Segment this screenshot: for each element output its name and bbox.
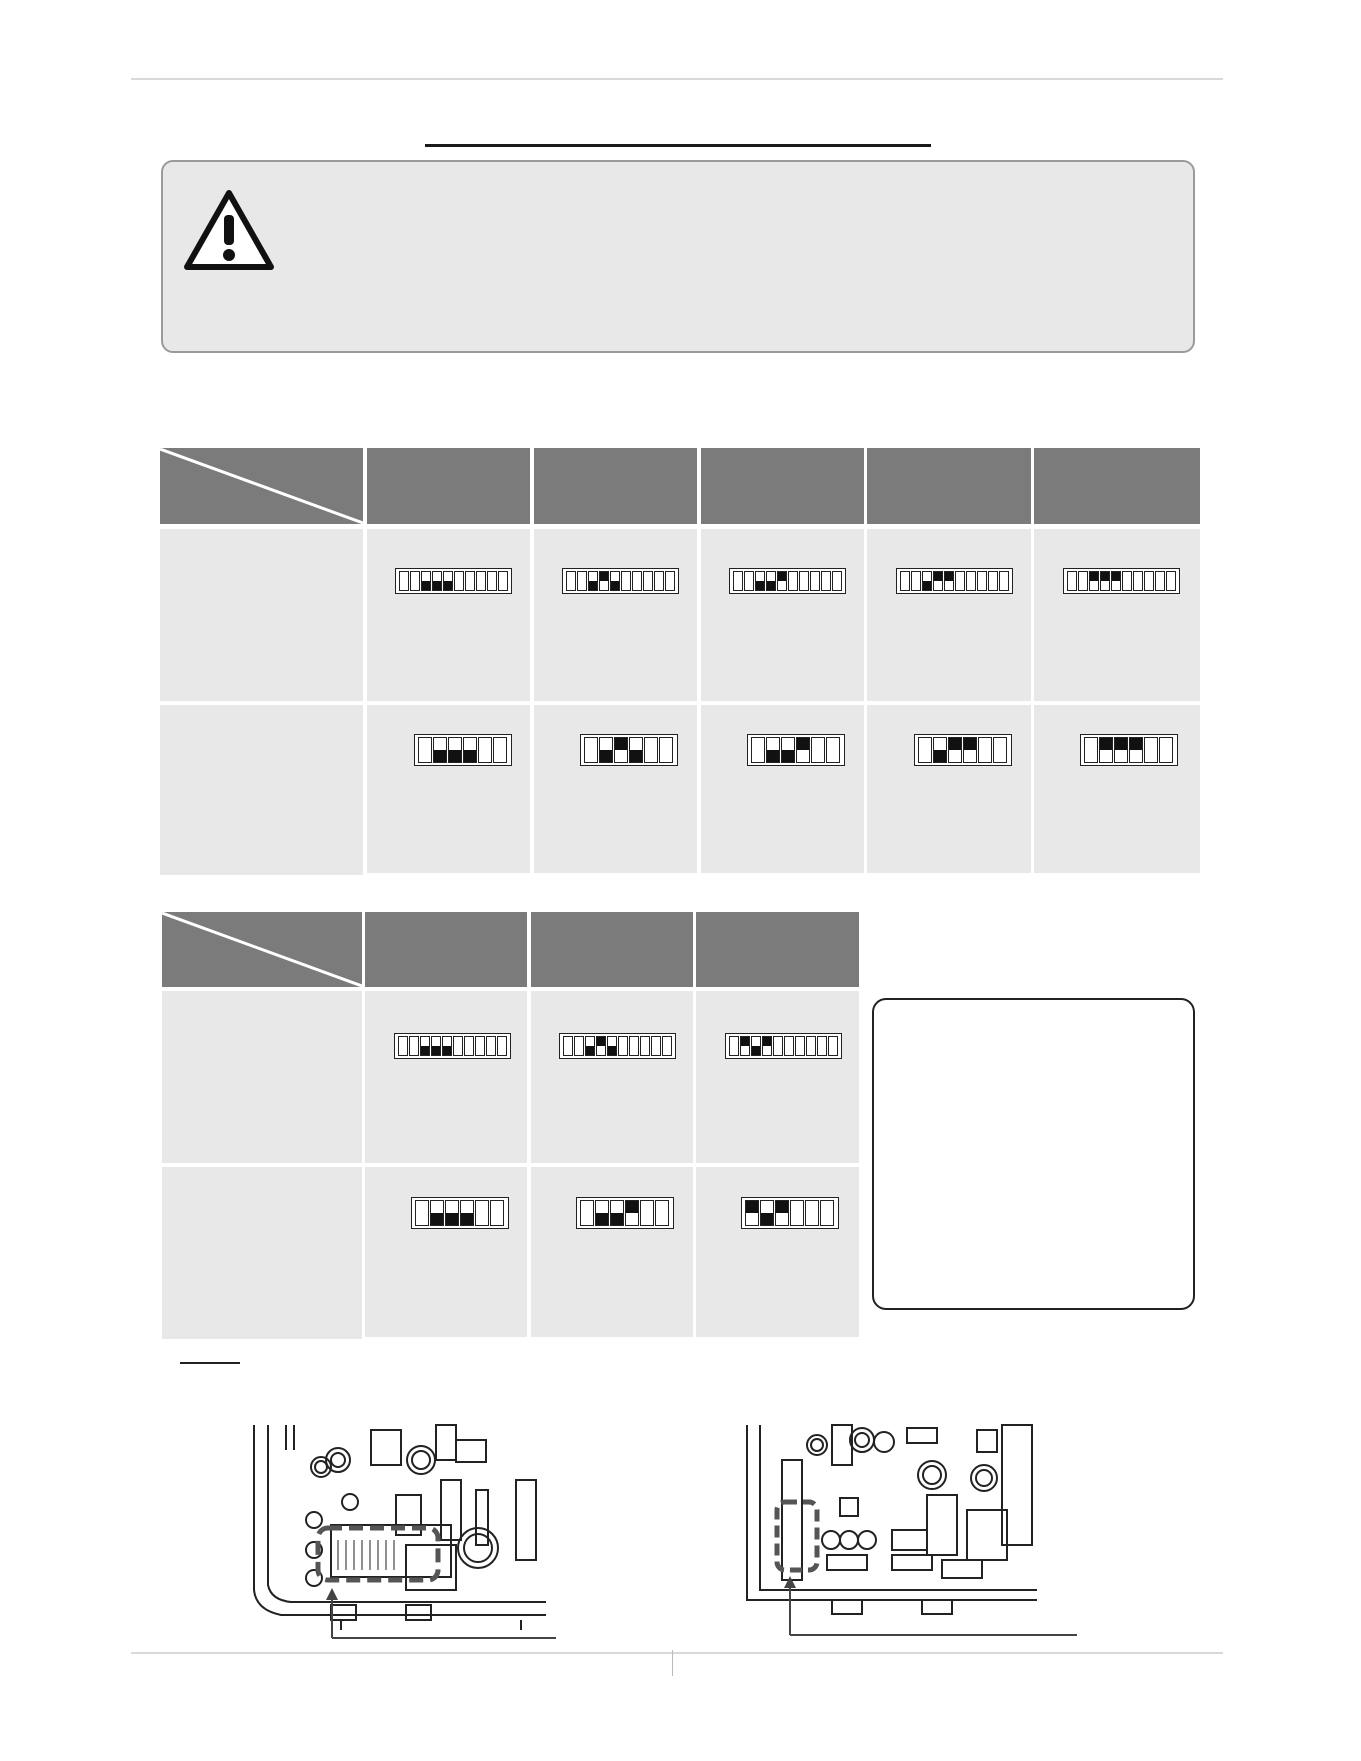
dip-switch-block [580,734,678,766]
table2-cell [696,1167,859,1337]
dip-switch [751,737,765,763]
dip-switch [1144,571,1154,591]
dip-switch [760,1200,774,1226]
note-underline [180,1362,240,1364]
table1-cell [367,529,530,701]
dip-switch [618,1036,628,1056]
dip-switch [644,737,658,763]
dip-switch [398,1036,408,1056]
dip-switch [486,1036,496,1056]
dip-switch [966,571,976,591]
dip-switch-block [414,734,512,766]
dip-switch [574,1036,584,1056]
dip-switch [796,737,810,763]
dip-switch [599,737,613,763]
table2-corner-header [162,912,362,987]
caution-box [161,160,1195,353]
dip-switch-block [747,734,845,766]
dip-switch [497,1036,507,1056]
table2-cell [365,991,527,1163]
dip-switch [922,571,932,591]
dip-switch [799,571,809,591]
dip-switch [478,737,492,763]
dip-switch [445,1200,459,1226]
dip-switch [828,1036,838,1056]
table2-row-label [162,1167,362,1339]
dip-switch [832,571,842,591]
title-underline [425,144,931,147]
dip-switch-block [562,568,679,594]
dip-switch-block [741,1197,839,1229]
dip-switch [453,1036,463,1056]
note-box [872,998,1195,1310]
pcb-board-diagram-right [742,1420,1082,1650]
dip-switch [430,1200,444,1226]
dip-switch [610,1200,624,1226]
table1-col-header [1034,448,1200,524]
dip-switch-block [576,1197,674,1229]
dip-switch [599,571,609,591]
dip-switch [766,737,780,763]
dip-switch [595,1200,609,1226]
dip-switch [1084,737,1098,763]
dip-switch-block [1063,568,1180,594]
dip-switch-block [896,568,1013,594]
dip-switch-block [559,1033,676,1059]
dip-switch [431,1036,441,1056]
dip-switch [740,1036,750,1056]
dip-switch [751,1036,761,1056]
dip-switch [640,1036,650,1056]
dip-switch [963,737,977,763]
dip-switch [978,737,992,763]
table2-col-header [531,912,693,987]
dip-switch [1144,737,1158,763]
dip-switch [1099,737,1113,763]
dip-switch [498,571,508,591]
table1-cell [1034,705,1200,873]
dip-switch [625,1200,639,1226]
table1-cell [701,529,864,701]
dip-switch [464,1036,474,1056]
dip-switch [662,1036,672,1056]
dip-switch [911,571,921,591]
dip-switch [596,1036,606,1056]
dip-switch-block [729,568,846,594]
dip-switch [448,737,462,763]
dip-switch [933,737,947,763]
dip-switch [1155,571,1165,591]
dip-switch [811,737,825,763]
table1-col-header [534,448,697,524]
dip-switch [443,571,453,591]
dip-switch [795,1036,805,1056]
dip-switch-block [411,1197,509,1229]
dip-switch [475,1200,489,1226]
dip-switch [1166,571,1176,591]
dip-switch-block [725,1033,842,1059]
dip-switch-block [914,734,1012,766]
table2-cell [531,1167,693,1337]
dip-switch [755,571,765,591]
dip-switch [1111,571,1121,591]
dip-switch [399,571,409,591]
dip-switch [651,1036,661,1056]
table1-col-header [701,448,864,524]
dip-switch [433,737,447,763]
dip-switch [900,571,910,591]
dip-switch [977,571,987,591]
table1-cell [701,705,864,873]
dip-switch [784,1036,794,1056]
dip-switch [1114,737,1128,763]
dip-switch [777,571,787,591]
dip-switch [476,571,486,591]
dip-switch [410,571,420,591]
dip-switch [460,1200,474,1226]
dip-switch [584,737,598,763]
table2-cell [696,991,859,1163]
dip-switch [1159,737,1173,763]
dip-switch [806,1036,816,1056]
dip-switch [588,571,598,591]
dip-switch [805,1200,819,1226]
header-rule [131,78,1223,80]
dip-switch [632,571,642,591]
dip-switch-block [394,1033,511,1059]
dip-switch [420,1036,430,1056]
dip-switch [810,571,820,591]
table1-cell [1034,529,1200,701]
table1-row-label [160,705,363,875]
dip-switch [1122,571,1132,591]
dip-switch [817,1036,827,1056]
dip-switch [421,571,431,591]
dip-switch [790,1200,804,1226]
dip-switch [933,571,943,591]
dip-switch [993,737,1007,763]
table2-col-header [696,912,859,987]
dip-switch [621,571,631,591]
table1-col-header [367,448,530,524]
dip-switch [442,1036,452,1056]
dip-switch [733,571,743,591]
dip-switch [493,737,507,763]
dip-switch [580,1200,594,1226]
dip-switch [490,1200,504,1226]
dip-switch [988,571,998,591]
warning-triangle-icon [181,187,277,273]
dip-switch [415,1200,429,1226]
dip-switch [629,737,643,763]
dip-switch [465,571,475,591]
dip-switch-block [395,568,512,594]
table2-cell [365,1167,527,1337]
table1-corner-header [160,448,363,524]
footer-divider [672,1650,673,1676]
dip-switch [610,571,620,591]
dip-switch [659,737,673,763]
dip-switch [788,571,798,591]
dip-switch [762,1036,772,1056]
dip-switch [948,737,962,763]
dip-switch [999,571,1009,591]
table1-cell [534,705,697,873]
dip-switch [454,571,464,591]
table1-cell [534,529,697,701]
dip-switch [1100,571,1110,591]
dip-switch [563,1036,573,1056]
dip-switch [944,571,954,591]
dip-switch [821,571,831,591]
dip-switch [418,737,432,763]
dip-switch [655,1200,669,1226]
dip-switch [566,571,576,591]
dip-switch [475,1036,485,1056]
dip-switch [773,1036,783,1056]
table1-cell [367,705,530,873]
dip-switch [955,571,965,591]
dip-switch [1078,571,1088,591]
dip-switch [607,1036,617,1056]
dip-switch [629,1036,639,1056]
dip-switch [744,571,754,591]
dip-switch [781,737,795,763]
dip-switch [729,1036,739,1056]
dip-switch [432,571,442,591]
dip-switch [463,737,477,763]
dip-switch-block [1080,734,1178,766]
table1-cell [867,705,1031,873]
dip-switch [614,737,628,763]
dip-switch [918,737,932,763]
dip-switch [775,1200,789,1226]
dip-switch [820,1200,834,1226]
dip-switch [577,571,587,591]
table2-row-label [162,991,362,1163]
dip-switch [1067,571,1077,591]
table1-col-header [867,448,1031,524]
dip-switch [766,571,776,591]
table2-cell [531,991,693,1163]
dip-switch [640,1200,654,1226]
footer-rule [131,1652,1223,1654]
dip-switch [654,571,664,591]
dip-switch [1129,737,1143,763]
pcb-board-diagram-left [246,1420,566,1650]
dip-switch [643,571,653,591]
dip-switch [1133,571,1143,591]
dip-switch [487,571,497,591]
dip-switch [1089,571,1099,591]
dip-switch [826,737,840,763]
dip-switch [585,1036,595,1056]
table1-cell [867,529,1031,701]
dip-switch [745,1200,759,1226]
table1-row-label [160,529,363,701]
table2-col-header [365,912,527,987]
dip-switch [665,571,675,591]
dip-switch [409,1036,419,1056]
